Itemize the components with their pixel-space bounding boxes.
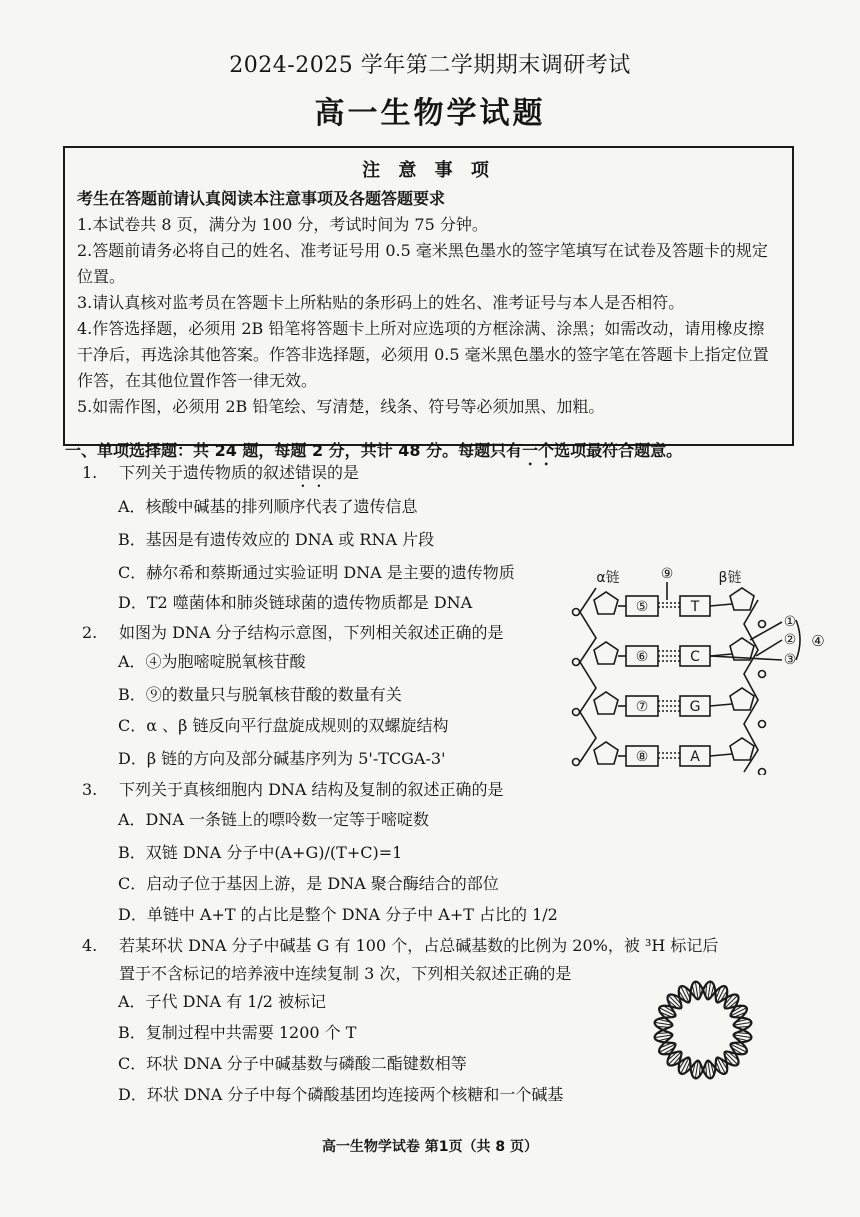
- question-number: 4.: [82, 936, 98, 955]
- notice-subtitle: 考生在答题前请认真阅读本注意事项及各题答题要求: [77, 189, 446, 208]
- question-stem-emphasis: 错误: [295, 463, 328, 482]
- section-heading-emphasis: 一个: [522, 441, 555, 460]
- section-heading-text: 选项最符合题意。: [554, 441, 683, 460]
- base-label: ⑧: [635, 749, 649, 765]
- notice-item: 3.请认真核对监考员在答题卡上所粘贴的条形码上的姓名、准考证号与本人是否相符。: [77, 293, 685, 312]
- notice-item: 1.本试卷共 8 页，满分为 100 分，考试时间为 75 分钟。: [77, 215, 488, 234]
- question-stem-text: 的是: [327, 463, 360, 482]
- option-b: B．⑨的数量只与脱氧核苷酸的数量有关: [118, 685, 402, 704]
- base-label: ⑤: [635, 599, 649, 615]
- option-b: B．双链 DNA 分子中(A+G)/(T+C)=1: [118, 843, 403, 862]
- nucleotide-label: ④: [811, 632, 825, 650]
- option-c: C．环状 DNA 分子中碱基数与磷酸二酯键数相等: [118, 1054, 467, 1073]
- base-label: ⑦: [635, 699, 649, 715]
- question-number: 2.: [82, 623, 98, 642]
- question-stem: 如图为 DNA 分子结构示意图，下列相关叙述正确的是: [119, 623, 504, 642]
- component-label: ②: [783, 632, 797, 648]
- question-stem-line: 若某环状 DNA 分子中碱基 G 有 100 个，占总碱基数的比例为 20%，被 ³H 标记后: [119, 936, 719, 955]
- option-b: B．复制过程中共需要 1200 个 T: [118, 1023, 357, 1042]
- base-letter: A: [690, 749, 700, 765]
- option-b: B．基因是有遗传效应的 DNA 或 RNA 片段: [118, 530, 435, 549]
- notice-item: 5.如需作图，必须用 2B 铅笔绘、写清楚，线条、符号等必须加黑、加粗。: [77, 397, 605, 416]
- question-stem: 下列关于真核细胞内 DNA 结构及复制的叙述正确的是: [119, 780, 504, 799]
- base-letter: T: [690, 599, 700, 615]
- question-stem: [119, 462, 359, 491]
- beta-chain-label: β链: [718, 570, 742, 586]
- option-d: D．T2 噬菌体和肺炎链球菌的遗传物质都是 DNA: [118, 593, 473, 612]
- base-label: ⑥: [635, 649, 649, 665]
- notice-box: [63, 146, 794, 446]
- circular-dna-figure: [648, 975, 758, 1085]
- question-number: 3.: [82, 780, 98, 799]
- option-d: D．环状 DNA 分子中每个磷酸基团均连接两个核糖和一个碱基: [118, 1085, 564, 1104]
- notice-title: 注 意 事 项: [362, 160, 495, 181]
- question-stem-line: 置于不含标记的培养液中连续复制 3 次，下列相关叙述正确的是: [119, 964, 572, 983]
- page-title: 高一生物学试题: [314, 96, 546, 131]
- base-letter: C: [690, 649, 700, 665]
- dna-structure-figure: [560, 560, 840, 775]
- section-heading-text: 一、单项选择题：共 24 题，每题 2 分，共计 48 分。每题只有: [65, 441, 523, 460]
- component-label: ①: [783, 614, 797, 630]
- page-footer: 高一生物学试卷 第1页（共 8 页）: [321, 1139, 539, 1155]
- option-a: A．核酸中碱基的排列顺序代表了遗传信息: [118, 497, 418, 516]
- option-c: C．α 、β 链反向平行盘旋成规则的双螺旋结构: [118, 716, 449, 735]
- option-a: A．DNA 一条链上的嘌呤数一定等于嘧啶数: [118, 810, 430, 829]
- exam-title: 2024-2025 学年第二学期期末调研考试: [229, 53, 631, 78]
- notice-item: 2.答题前请务必将自己的姓名、准考证号用 0.5 毫米黑色墨水的签字笔填写在试卷及答题卡的规定位置。: [77, 241, 768, 286]
- option-d: D．β 链的方向及部分碱基序列为 5'-TCGA-3': [118, 749, 446, 768]
- option-c: C．赫尔希和蔡斯通过实验证明 DNA 是主要的遗传物质: [118, 563, 515, 582]
- option-a: A．④为胞嘧啶脱氧核苷酸: [118, 652, 306, 671]
- hydrogen-bond-label: ⑨: [660, 566, 674, 582]
- option-d: D．单链中 A+T 的占比是整个 DNA 分子中 A+T 占比的 1/2: [118, 905, 558, 924]
- alpha-chain-label: α链: [596, 570, 620, 586]
- component-label: ③: [783, 652, 797, 668]
- base-letter: G: [689, 699, 701, 715]
- option-a: A．子代 DNA 有 1/2 被标记: [118, 992, 327, 1011]
- notice-item: 4.作答选择题，必须用 2B 铅笔将答题卡上所对应选项的方框涂满、涂黑；如需改动，请用橡皮擦干净后，再选涂其他答案。作答非选择题，必须用 0.5 毫米黑色墨水的签字笔在答题卡上指定位置作答，在其他位置作答一律无效。: [77, 319, 769, 390]
- question-number: 1.: [82, 463, 98, 482]
- question-stem-text: 下列关于遗传物质的叙述: [119, 463, 296, 482]
- option-c: C．启动子位于基因上游，是 DNA 聚合酶结合的部位: [118, 874, 499, 893]
